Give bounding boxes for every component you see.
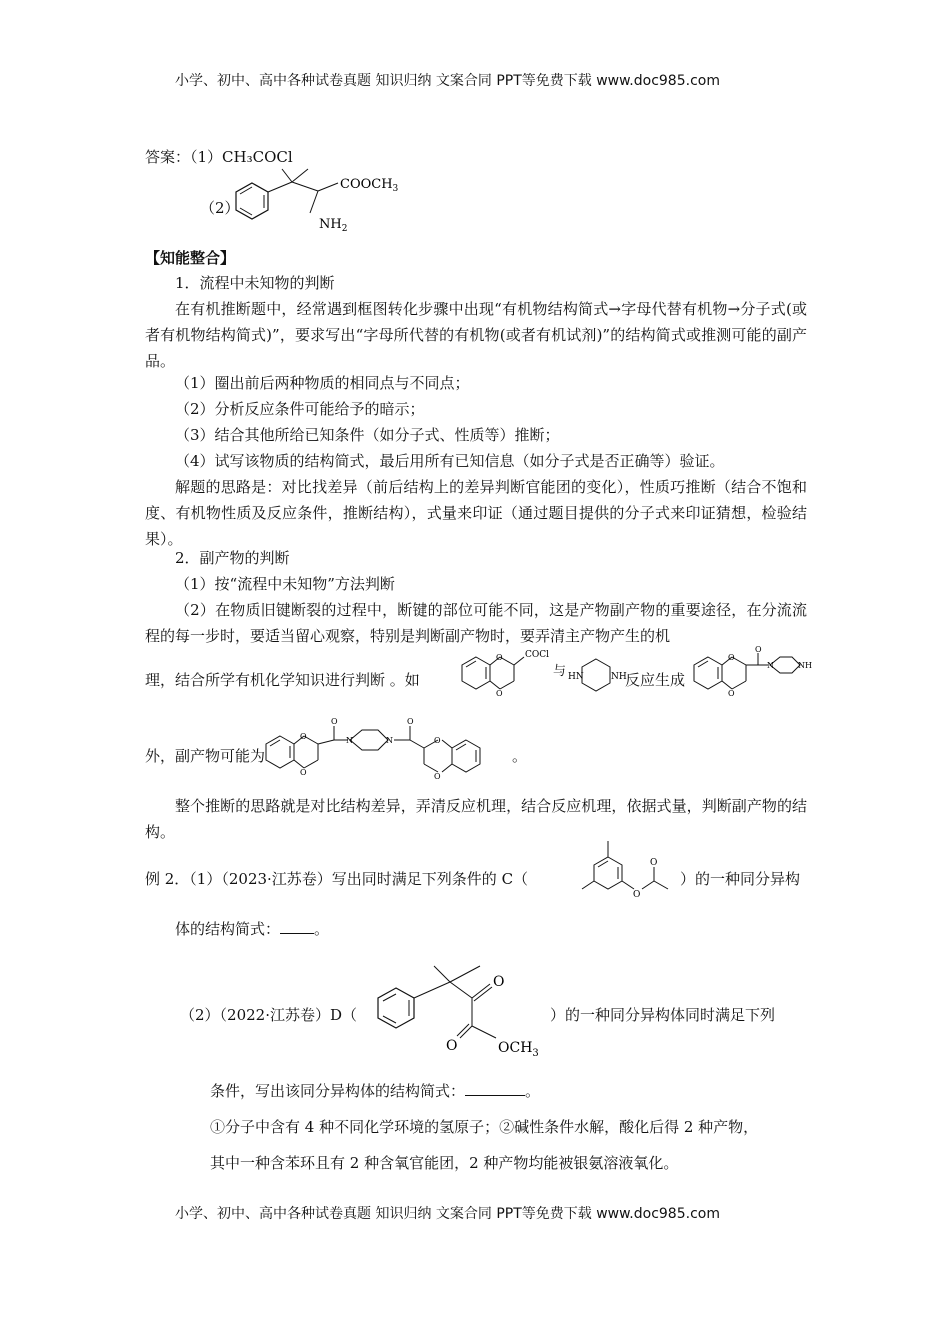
svg-text:NH: NH [798,661,812,670]
svg-text:O: O [728,653,735,662]
svg-text:O: O [446,1038,458,1054]
byproduct-suffix: 。 [512,747,528,765]
svg-text:N: N [386,736,393,745]
svg-text:O: O [728,689,735,698]
s1-item-1: （1）圈出前后两种物质的相同点与不同点； [175,374,470,392]
svg-text:NH: NH [611,672,627,682]
svg-text:O: O [300,732,307,741]
s1-paragraph: 在有机推断题中，经常遇到框图转化步骤中出现“有机物结构简式→字母代替有机物→分子式(或者有机物结构简式)”，要求写出“字母所代替的有机物(或者有机试剂)”的结构简式或推测可能的副产品。 [145,300,807,370]
answer-line-1: 答案：（1）CH₃COCl [145,148,293,166]
byproduct-structure [262,712,510,782]
svg-text:O: O [331,717,338,726]
example2-q1-prefix: 例 2．（1）（2023·江苏卷）写出同时满足下列条件的 C（ [145,870,529,888]
svg-text:O: O [493,974,505,990]
s1-thinking: 解题的思路是：对比找差异（前后结构上的差异判断官能团的变化），性质巧推断（结合不饱和度、有机物性质及反应条件，推断结构），式量来印证（通过题目提供的分子式来印证猜想，检验结果）。 [145,478,807,548]
svg-text:OCH3: $OCH_3$ [498,1040,539,1059]
section-title: 【知能整合】 [145,249,236,267]
svg-text:HN: HN [568,672,584,682]
svg-text:COOCH3: $COOCH_3$ [340,177,399,194]
s1-item-3: （3）结合其他所给已知条件（如分子式、性质等）推断； [175,426,560,444]
svg-text:O: O [434,772,441,781]
svg-text:O: O [755,645,762,654]
example2-condition-2: 其中一种含苯环且有 2 种含氧官能团，2 种产物均能被银氨溶液氧化。 [210,1154,679,1172]
reactant-piperazine-structure [566,645,626,705]
byproduct-prefix: 外，副产物可能为 [145,747,266,765]
example2-q2-suffix: ）的一种同分异构体同时满足下列 [550,1006,776,1024]
svg-text:N: N [767,661,774,670]
s2-item-2-end: 理，结合所学有机化学知识进行判断 。如 [145,671,420,689]
s2-title: 2．副产物的判断 [175,549,290,567]
with-text: 与 [553,664,567,679]
svg-text:NH2: $NH_2$ [319,217,348,234]
example2-q2-line2: 条件，写出该同分异构体的结构简式： 。 [210,1082,541,1100]
s1-item-4: （4）试写该物质的结构简式，最后用所有已知信息（如分子式是否正确等）验证。 [175,452,725,470]
svg-text:COCl: COCl [525,650,550,660]
compound-c-structure [578,835,678,915]
page-footer: 小学、初中、高中各种试卷真题 知识归纳 文案合同 PPT等免费下载 www.doc985.com [175,1206,720,1222]
example2-q2-prefix: （2）（2022·江苏卷）D（ [180,1006,358,1024]
svg-text:O: O [496,653,503,662]
svg-text:O: O [633,890,641,900]
svg-text:O: O [300,768,307,777]
s1-item-2: （2）分析反应条件可能给予的暗示； [175,400,425,418]
s2-summary: 整个推断的思路就是对比结构差异，弄清反应机理，结合反应机理，依据式量，判断副产物的结构。 [145,797,807,841]
react-text: 反应生成 [625,671,686,689]
svg-text:O: O [434,736,441,745]
s2-item-1: （1）按“流程中未知物”方法判断 [175,575,395,593]
answer-structure [230,165,410,240]
page-header: 小学、初中、高中各种试卷真题 知识归纳 文案合同 PPT等免费下载 www.doc985.com [175,73,720,89]
example2-condition-1: ①分子中含有 4 种不同化学环境的氢原子；②碱性条件水解，酸化后得 2 种产物， [210,1118,759,1136]
main-product-structure [690,645,810,705]
answer-line-2-label: （2） [200,199,240,217]
s1-title: 1．流程中未知物的判断 [175,274,335,292]
svg-text:O: O [650,858,658,868]
example2-q1-line2: 体的结构简式： 。 [175,920,330,938]
svg-text:N: N [346,736,353,745]
svg-text:O: O [407,717,414,726]
reactant-acyl-chloride-structure [458,645,548,705]
example2-q1-suffix: ）的一种同分异构 [680,870,801,888]
svg-text:O: O [496,689,503,698]
compound-d-structure [370,960,570,1060]
s2-item-2: （2）在物质旧键断裂的过程中，断键的部位可能不同，这是产物副产物的重要途径，在分流流程的每一步时，要适当留心观察，特别是判断副产物时，要弄清主产物产生的机 [145,601,807,645]
